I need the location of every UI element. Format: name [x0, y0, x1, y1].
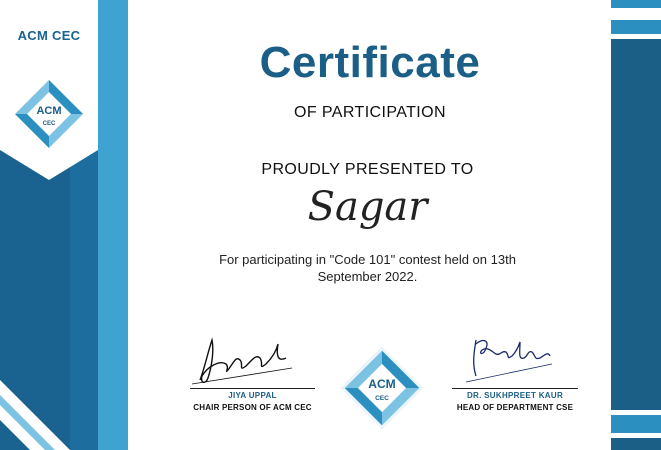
certificate-title: Certificate: [259, 38, 481, 87]
signatory-role: HEAD OF DEPARTMENT CSE: [456, 403, 574, 412]
acm-logo: [7, 72, 91, 156]
logo-text: ACM: [36, 105, 62, 117]
signatory-role: CHAIR PERSON OF ACM CEC: [193, 403, 312, 412]
left-decorative-band: [0, 0, 128, 450]
signature-line: [452, 388, 578, 389]
certificate-subtitle: OF PARTICIPATION: [294, 104, 446, 121]
logo-subtext: CEC: [42, 121, 56, 127]
logo-subtext: CEC: [375, 395, 389, 403]
acm-logo-bottom: [336, 342, 428, 434]
certificate-description: For participating in "Code 101" contest held on 13th September 2022.: [219, 252, 516, 284]
signature-line: [190, 388, 315, 389]
signatory-name: JIYA UPPAL: [228, 391, 277, 400]
signature-jiya-uppal: [190, 330, 300, 388]
signatory-name: DR. SUKHPREET KAUR: [466, 391, 564, 400]
right-decorative-band: [611, 0, 661, 450]
signature-sukhpreet-kaur: [462, 330, 562, 388]
recipient-name: Sagar: [307, 184, 428, 230]
organization-name: ACM CEC: [17, 28, 81, 43]
presented-to-label: PROUDLY PRESENTED TO: [261, 161, 474, 178]
logo-text: ACM: [368, 377, 396, 391]
